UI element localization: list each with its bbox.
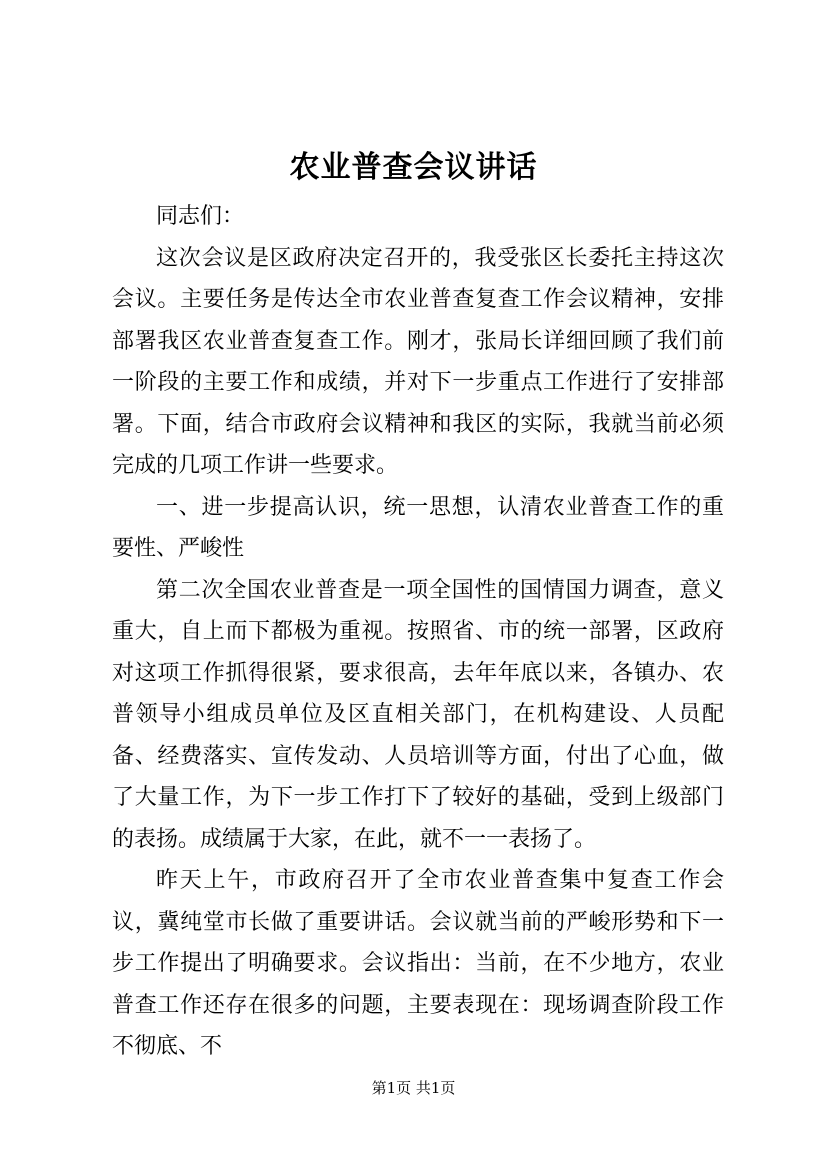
- paragraph-2: 第二次全国农业普查是一项全国性的国情国力调查，意义重大，自上而下都极为重视。按照省、市的统一部署，区政府对这项工作抓得很紧，要求很高，去年年底以来，各镇办、农普领导小组成员单位及区直相关部门，在机构建设、人员配备、经费落实、宣传发动、人员培训等方面，付出了心血，做了大量工作，为下一步工作打下了较好的基础，受到上级部门的表扬。成绩属于大家，在此，就不一一表扬了。: [112, 577, 724, 852]
- page-footer: 第1页 共1页: [371, 1079, 456, 1097]
- document-title: 农业普查会议讲话: [289, 150, 538, 185]
- paragraph-1: 这次会议是区政府决定召开的，我受张区长委托主持这次会议。主要任务是传达全市农业普查复查工作会议精神，安排部署我区农业普查复查工作。刚才，张局长详细回顾了我们前一阶段的主要工作和成绩，并对下一步重点工作进行了安排部署。下面，结合市政府会议精神和我区的实际，我就当前必须完成的几项工作讲一些要求。: [112, 245, 724, 478]
- document-body: [112, 196, 724, 1068]
- paragraph-3: 昨天上午，市政府召开了全市农业普查集中复查工作会议，冀纯堂市长做了重要讲话。会议就当前的严峻形势和下一步工作提出了明确要求。会议指出：当前，在不少地方，农业普查工作还存在很多的问题，主要表现在：现场调查阶段工作不彻底、不: [112, 868, 724, 1059]
- greeting: 同志们：: [156, 204, 245, 229]
- section-heading-1: 一、进一步提高认识，统一思想，认清农业普查工作的重要性、严峻性: [112, 494, 724, 561]
